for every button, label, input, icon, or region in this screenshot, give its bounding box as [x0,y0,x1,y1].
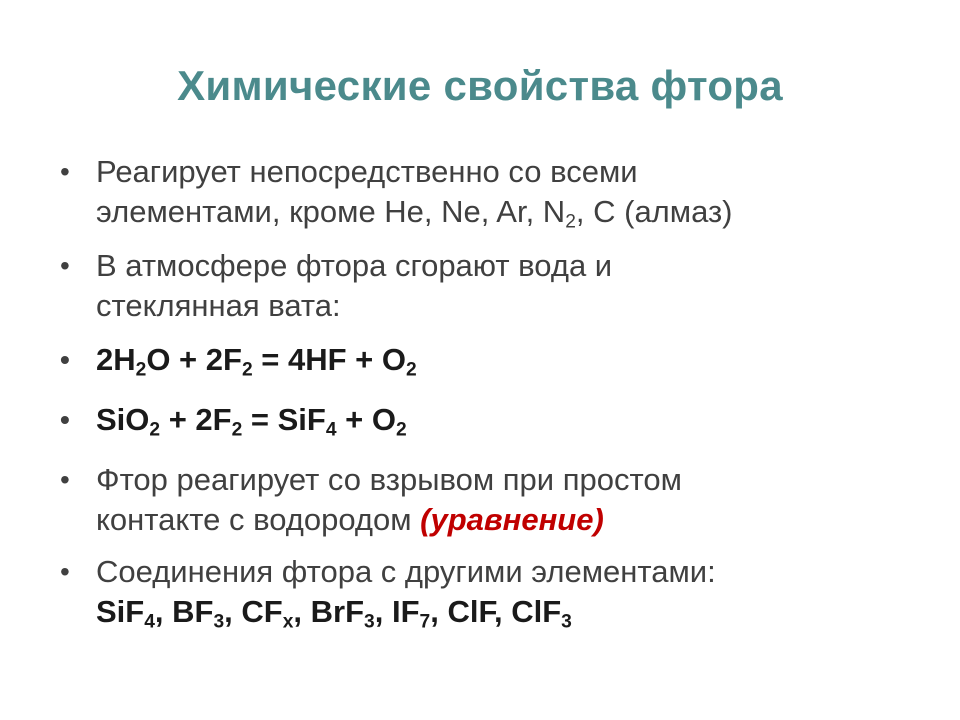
subscript: 4 [325,419,337,441]
bullet-icon: • [60,556,70,587]
subscript: 4 [144,611,155,633]
subscript: 2 [241,359,253,381]
bullet-icon: • [60,250,70,281]
subscript: 2 [231,419,243,441]
subscript: 2 [565,211,576,233]
compound: CF [241,594,283,629]
compound: BrF [310,594,365,629]
subscript: x [282,611,294,633]
separator: , [293,594,311,629]
compound: BF [172,594,214,629]
equation-link[interactable]: (уравнение) [420,502,604,537]
bullet-item-equation-silica [58,400,938,440]
subscript: 3 [561,611,572,633]
compound: SiF [96,594,145,629]
bullet-icon: • [60,344,70,375]
equation-part: O + 2F [146,342,242,377]
equation-part: SiO [96,402,150,437]
equation-part: + 2F [160,402,232,437]
subscript: 7 [419,611,431,633]
compound: ClF [447,594,494,629]
separator: , [493,594,512,629]
equation-part: + O [336,402,396,437]
separator: , [374,594,392,629]
bullet-text: В атмосфере фтора сгорают вода и [96,248,613,283]
subscript: 2 [405,359,417,381]
subscript: 3 [213,611,225,633]
bullet-text: элементами, кроме He, Ne, Ar, N [96,194,566,229]
bullet-text: Фтор реагирует со взрывом при простом [96,462,682,497]
bullet-icon: • [60,156,70,187]
subscript: 2 [149,419,161,441]
bullet-item-equation-water [58,340,938,380]
subscript: 2 [135,359,147,381]
bullet-item-reactivity [58,152,938,232]
equation-part: 2H [96,342,136,377]
separator: , [430,594,448,629]
subscript: 2 [396,419,407,441]
bullet-list [58,150,938,646]
bullet-text: , C (алмаз) [575,194,733,229]
bullet-text: Реагирует непосредственно со всеми [96,154,638,189]
bullet-item-combustion [58,246,938,326]
bullet-item-compounds [58,552,938,632]
equation-part: = SiF [242,402,326,437]
bullet-icon: • [60,464,70,495]
compound: IF [391,594,420,629]
bullet-icon: • [60,404,70,435]
equation-part: = 4HF + O [252,342,406,377]
bullet-text: стеклянная вата: [96,288,341,323]
compound: ClF [511,594,562,629]
bullet-item-hydrogen [58,460,938,540]
subscript: 3 [364,611,375,633]
separator: , [154,594,173,629]
slide-title: Химические свойства фтора [177,62,783,109]
separator: , [224,594,242,629]
bullet-text: Соединения фтора с другими элементами: [96,554,716,589]
bullet-text: контакте с водородом [96,502,421,537]
